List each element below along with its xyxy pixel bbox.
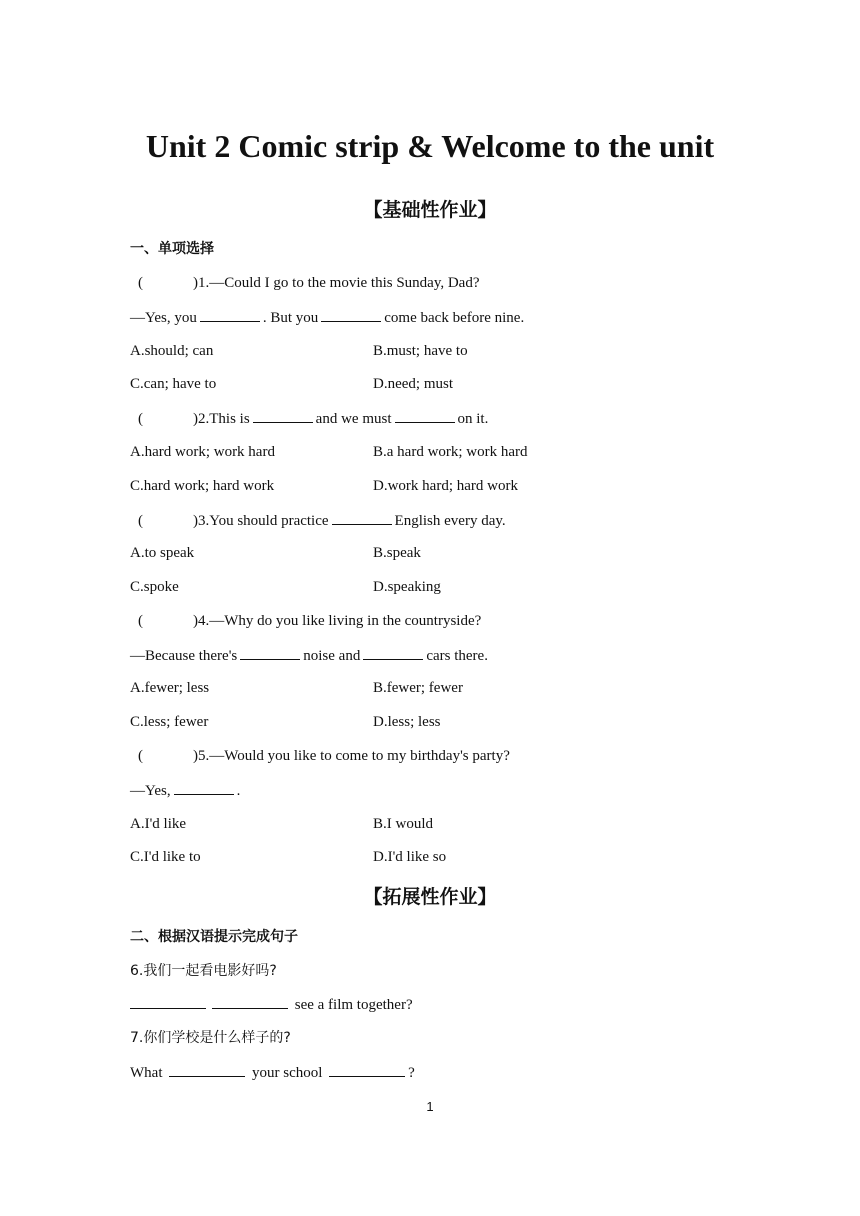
answer-blank[interactable]: [329, 1062, 405, 1077]
answer-blank[interactable]: [130, 994, 206, 1009]
answer-blank[interactable]: [240, 645, 300, 660]
answer-blank[interactable]: [363, 645, 423, 660]
question-7-answer: What your school ?: [130, 1062, 415, 1083]
question-4-option-d: D.less; less: [373, 714, 441, 730]
answer-blank[interactable]: [332, 510, 392, 525]
question-3-option-b: B.speak: [373, 545, 421, 561]
question-6-answer: see a film together?: [130, 994, 413, 1015]
question-7-prompt: 7.你们学校是什么样子的?: [130, 1030, 291, 1046]
question-2-option-a: A.hard work; work hard: [130, 444, 275, 460]
question-1-option-b: B.must; have to: [373, 343, 468, 359]
question-5-option-a: A.I'd like: [130, 816, 187, 832]
part1-heading: 一、单项选择: [130, 241, 214, 257]
section-extended-homework: 【拓展性作业】: [363, 886, 497, 908]
question-5-stem: ( )5.—Would you like to come to my birthday's party?: [138, 748, 510, 764]
question-3-option-d: D.speaking: [373, 579, 441, 595]
question-1-reply: —Yes, you . But you come back before nine.: [130, 307, 524, 328]
question-1-option-c: C.can; have to: [130, 376, 217, 392]
answer-blank[interactable]: [200, 307, 260, 322]
question-4-option-c: C.less; fewer: [130, 714, 209, 730]
question-6-prompt: 6.我们一起看电影好吗?: [130, 963, 277, 979]
question-4-option-a: A.fewer; less: [130, 680, 210, 696]
part2-heading: 二、根据汉语提示完成句子: [130, 929, 298, 945]
question-5-option-c: C.I'd like to: [130, 849, 201, 865]
answer-blank[interactable]: [253, 408, 313, 423]
question-2-option-b: B.a hard work; work hard: [373, 444, 528, 460]
question-4-option-b: B.fewer; fewer: [373, 680, 463, 696]
section-basic-homework: 【基础性作业】: [363, 199, 497, 221]
page-title: Unit 2 Comic strip & Welcome to the unit: [145, 128, 715, 164]
answer-blank[interactable]: [395, 408, 455, 423]
question-5-reply: —Yes, .: [130, 780, 240, 801]
question-1-option-d: D.need; must: [373, 376, 453, 392]
question-5-option-b: B.I would: [373, 816, 433, 832]
question-2-stem: ( )2.This is and we must on it.: [138, 408, 488, 429]
question-3-option-c: C.spoke: [130, 579, 179, 595]
question-4-stem: ( )4.—Why do you like living in the countryside?: [138, 613, 482, 629]
answer-blank[interactable]: [212, 994, 288, 1009]
answer-blank[interactable]: [321, 307, 381, 322]
question-2-option-d: D.work hard; hard work: [373, 478, 518, 494]
answer-blank[interactable]: [174, 780, 234, 795]
question-3-stem: ( )3.You should practice English every day.: [138, 510, 506, 531]
question-2-option-c: C.hard work; hard work: [130, 478, 275, 494]
answer-blank[interactable]: [169, 1062, 245, 1077]
page-number: 1: [426, 1099, 434, 1114]
question-5-option-d: D.I'd like so: [373, 849, 447, 865]
question-4-reply: —Because there's noise and cars there.: [130, 645, 488, 666]
question-1-option-a: A.should; can: [130, 343, 214, 359]
question-1-stem: ( )1.—Could I go to the movie this Sunday, Dad?: [138, 275, 480, 291]
question-3-option-a: A.to speak: [130, 545, 195, 561]
